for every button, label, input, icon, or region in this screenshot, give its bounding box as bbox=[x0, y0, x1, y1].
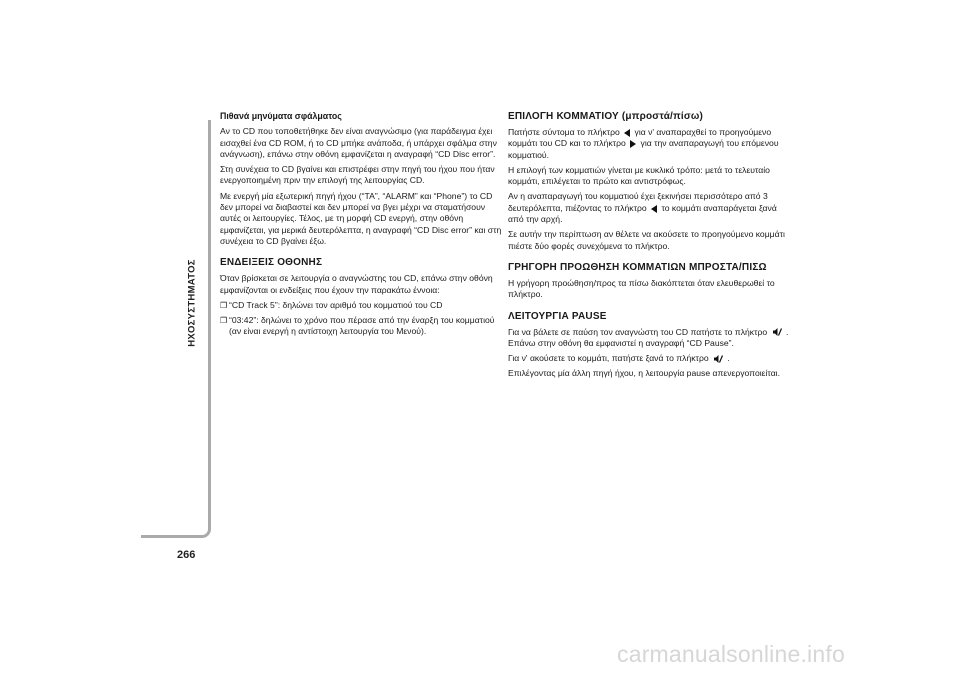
paragraph: Η γρήγορη προώθηση/προς τα πίσω διακόπτεται όταν ελευθερωθεί το πλήκτρο. bbox=[508, 277, 775, 300]
mute-icon bbox=[713, 354, 723, 364]
list-item-text: “03:42”: δηλώνει το χρόνο που πέρασε από την έναρξη του κομματιού (αν είναι ενεργή η αντίστοιχη λειτουργία του Μενού). bbox=[229, 315, 495, 337]
side-border bbox=[141, 120, 211, 538]
mute-icon bbox=[772, 327, 782, 337]
bullet-box-icon: ❒ bbox=[220, 316, 228, 326]
list-item bbox=[220, 300, 505, 311]
error-messages-heading: Πιθανά μηνύματα σφάλματος bbox=[220, 111, 342, 121]
text-run: το κομμάτι αναπαράγεται ξανά από την αρχή. bbox=[508, 202, 777, 225]
text-run: για ν' αναπαραχθεί το προηγούμενο κομμάτι του CD και το πλήκτρο bbox=[508, 127, 772, 149]
section-side-title: ΗΧΟΣΥΣΤΗΜΑΤΟΣ bbox=[186, 259, 198, 347]
paragraph bbox=[508, 127, 793, 161]
paragraph: Επιλέγοντας μία άλλη πηγή ήχου, η λειτουργία pause απενεργοποιείται. bbox=[508, 368, 780, 379]
text-run: . Επάνω στην οθόνη θα εμφανιστεί η αναγραφή “CD Pause”. bbox=[508, 326, 789, 348]
text-run: Για ν' ακούσετε το κομμάτι, πατήστε ξανά το πλήκτρο bbox=[508, 353, 709, 364]
pause-heading: ΛΕΙΤΟΥΡΓΙΑ PAUSE bbox=[508, 310, 607, 322]
paragraph bbox=[508, 353, 793, 364]
paragraph: Όταν βρίσκεται σε λειτουργία ο αναγνώστης του CD, επάνω στην οθόνη εμφανίζονται οι ενδείξεις που έχουν την παρακάτω έννοια: bbox=[220, 273, 493, 295]
paragraph: Με ενεργή μία εξωτερική πηγή ήχου (“TA”, “ALARM” και “Phone”) το CD δεν μπορεί να διαβαστεί και δεν μπορεί να βγει μέχρι να σταματήσουν αυτές οι λειτουργίες. Τέλος, με τη μορφή CD ενεργή, στην οθόνη εμφανίζεται, για μερικά δευτερόλεπτα, η αναγραφή “CD Disc error” και στη συνέχεια το CD βγαίνει έξω. bbox=[220, 190, 502, 246]
fast-forward-heading: ΓΡΗΓΟΡΗ ΠΡΟΩΘΗΣΗ ΚΟΜΜΑΤΙΩΝ ΜΠΡΟΣΤΑ/ΠΙΣΩ bbox=[508, 261, 767, 273]
track-selection-heading: ΕΠΙΛΟΓΗ ΚΟΜΜΑΤΙΟΥ (μπροστά/πίσω) bbox=[508, 111, 704, 122]
paragraph: Σε αυτήν την περίπτωση αν θέλετε να ακούσετε το προηγούμενο κομμάτι πιέστε δύο φορές συνεχόμενα το πλήκτρο. bbox=[508, 229, 785, 251]
watermark: carmanualsonline.info bbox=[617, 641, 845, 667]
paragraph bbox=[508, 327, 793, 350]
page-number: 266 bbox=[177, 549, 196, 561]
left-column bbox=[220, 111, 505, 342]
paragraph: Η επιλογή των κομματιών γίνεται με κυκλικό τρόπο: μετά το τελευταίο κομμάτι, επιλέγεται το πρώτο και αντιστρόφως. bbox=[508, 164, 770, 187]
right-column bbox=[508, 111, 793, 384]
paragraph bbox=[508, 191, 793, 225]
text-run: Πατήστε σύντομα το πλήκτρο bbox=[508, 127, 620, 137]
paragraph: Στη συνέχεια το CD βγαίνει και επιστρέφει στην πηγή του ήχου που ήταν ενεργοποιημένη πριν την επιλογή της λειτουργίας CD. bbox=[220, 164, 495, 186]
text-run: Αν η αναπαραγωγή του κομματιού έχει ξεκινήσει περισσότερο από 3 δευτερόλεπτα, πιέζοντας το πλήκτρο bbox=[508, 191, 768, 213]
list-item bbox=[220, 315, 505, 338]
prev-track-icon bbox=[651, 205, 657, 213]
text-run: . bbox=[727, 353, 730, 364]
prev-track-icon bbox=[624, 129, 630, 137]
paragraph: Αν το CD που τοποθετήθηκε δεν είναι αναγνώσιμο (για παράδειγμα έχει εισαχθεί ένα CD ROM, ή το CD μπήκε ανάποδα, ή υπάρχει σφάλμα στην ανάγνωση), επάνω στην οθόνη εμφανίζεται η αναγραφή “CD Disc error”. bbox=[220, 126, 497, 159]
next-track-icon bbox=[630, 140, 636, 148]
text-run: Για να βάλετε σε παύση τον αναγνώστη του CD πατήστε το πλήκτρο bbox=[508, 326, 768, 337]
list-item-text: “CD Track 5”: δηλώνει τον αριθμό του κομματιού του CD bbox=[229, 299, 443, 310]
text-run: για την αναπαραγωγή του επόμενου κομματιού. bbox=[508, 138, 779, 160]
bullet-box-icon: ❒ bbox=[220, 300, 228, 310]
display-indications-heading: ΕΝΔΕΙΞΕΙΣ ΟΘΟΝΗΣ bbox=[220, 257, 323, 269]
